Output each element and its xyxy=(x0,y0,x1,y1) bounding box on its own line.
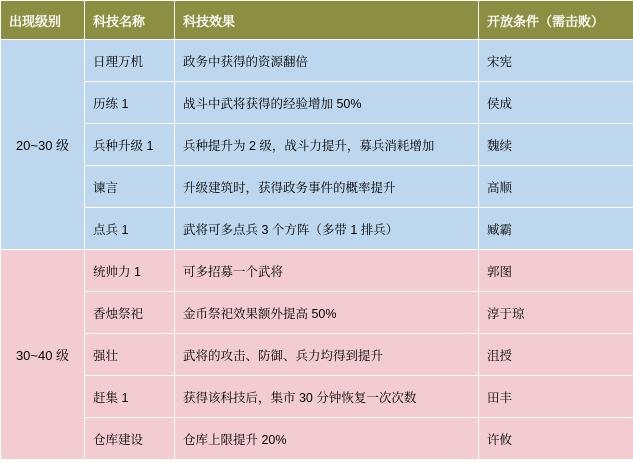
tech-name: 点兵 1 xyxy=(85,208,175,250)
tech-name: 统帅力 1 xyxy=(85,250,175,292)
tech-condition: 臧霸 xyxy=(479,208,633,250)
table-row xyxy=(1,376,633,418)
table-row xyxy=(1,292,633,334)
table-header xyxy=(1,1,633,40)
tech-effect: 武将的攻击、防御、兵力均得到提升 xyxy=(175,334,479,376)
table-row xyxy=(1,40,633,82)
column-header-condition: 开放条件（需击败） xyxy=(479,1,633,40)
tech-condition: 高顺 xyxy=(479,166,633,208)
tech-effect: 获得该科技后，集市 30 分钟恢复一次次数 xyxy=(175,376,479,418)
table-row xyxy=(1,250,633,292)
table-row xyxy=(1,82,633,124)
tech-name: 历练 1 xyxy=(85,82,175,124)
tech-condition: 魏续 xyxy=(479,124,633,166)
column-header-tier: 出现级别 xyxy=(1,1,85,40)
tech-name: 强壮 xyxy=(85,334,175,376)
tech-condition: 郭图 xyxy=(479,250,633,292)
tech-effect: 兵种提升为 2 级，战斗力提升，募兵消耗增加 xyxy=(175,124,479,166)
tech-condition: 侯成 xyxy=(479,82,633,124)
tier-cell-30-40: 30~40 级 xyxy=(1,250,85,460)
tech-name: 香烛祭祀 xyxy=(85,292,175,334)
tech-effect: 可多招募一个武将 xyxy=(175,250,479,292)
tech-effect: 仓库上限提升 20% xyxy=(175,418,479,460)
tech-condition: 宋宪 xyxy=(479,40,633,82)
tech-name: 谏言 xyxy=(85,166,175,208)
table-row xyxy=(1,208,633,250)
tech-effect: 政务中获得的资源翻倍 xyxy=(175,40,479,82)
tech-effect: 战斗中武将获得的经验增加 50% xyxy=(175,82,479,124)
tech-name: 日理万机 xyxy=(85,40,175,82)
tech-effect: 金币祭祀效果额外提高 50% xyxy=(175,292,479,334)
header-row xyxy=(1,1,633,40)
column-header-effect: 科技效果 xyxy=(175,1,479,40)
tech-effect: 武将可多点兵 3 个方阵（多带 1 排兵） xyxy=(175,208,479,250)
table-body xyxy=(1,40,633,460)
table-row xyxy=(1,418,633,460)
tech-condition: 许攸 xyxy=(479,418,633,460)
tech-condition: 田丰 xyxy=(479,376,633,418)
table-row xyxy=(1,334,633,376)
tech-name: 仓库建设 xyxy=(85,418,175,460)
tech-condition: 沮授 xyxy=(479,334,633,376)
tech-name: 赶集 1 xyxy=(85,376,175,418)
tech-effect: 升级建筑时，获得政务事件的概率提升 xyxy=(175,166,479,208)
table-row xyxy=(1,166,633,208)
tech-condition: 淳于琼 xyxy=(479,292,633,334)
tech-name: 兵种升级 1 xyxy=(85,124,175,166)
table-row xyxy=(1,124,633,166)
column-header-name: 科技名称 xyxy=(85,1,175,40)
tier-cell-20-30: 20~30 级 xyxy=(1,40,85,250)
